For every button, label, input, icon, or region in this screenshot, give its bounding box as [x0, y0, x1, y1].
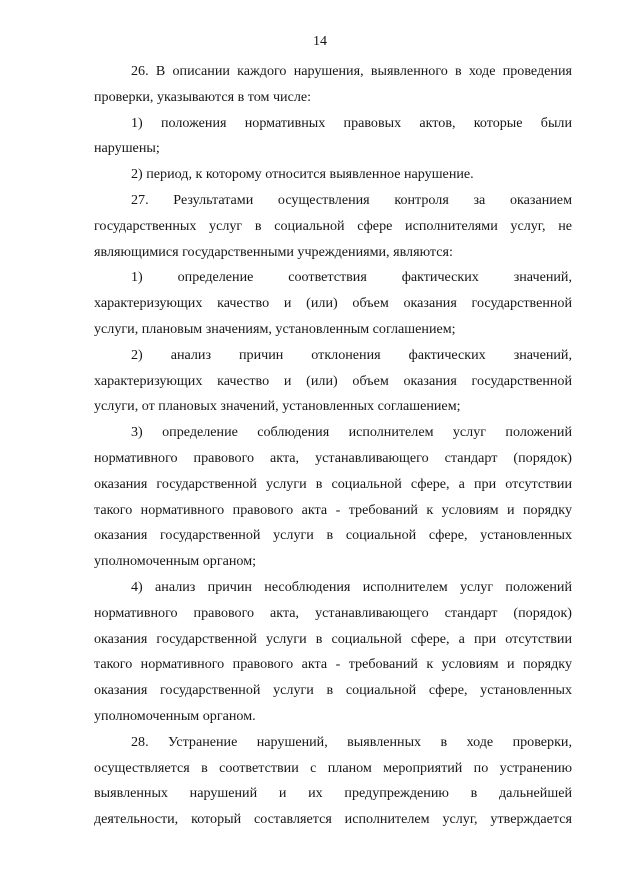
- paragraph-26-item-1: [94, 111, 572, 163]
- text-line: 2) период, к которому относится выявленное нарушение.: [131, 166, 474, 183]
- paragraph-26: [94, 59, 572, 111]
- text-line: 27. Результатами осуществления контроля за оказанием: [131, 191, 572, 208]
- text-line: оказания государственной услуги в социальной сфере, а при отсутствии: [94, 630, 572, 647]
- text-line: услуги, от плановых значений, установленных соглашением;: [94, 398, 461, 415]
- text-line: нормативного правового акта, устанавливающего стандарт (порядок): [94, 449, 572, 466]
- text-line: 26. В описании каждого нарушения, выявленного в ходе проведения: [131, 63, 572, 79]
- text-line: выявленных нарушений и их предупреждению в дальнейшей: [94, 785, 572, 802]
- text-line: 1) положения нормативных правовых актов, которые были: [131, 114, 572, 131]
- text-line: услуги, плановым значениям, установленным соглашением;: [94, 320, 456, 337]
- text-line: являющимися государственными учреждениями, являются:: [94, 243, 453, 260]
- text-line: нарушены;: [94, 140, 160, 157]
- text-line: деятельности, который составляется исполнителем услуг, утверждается: [94, 811, 572, 828]
- paragraph-26-item-2: [94, 162, 572, 188]
- text-line: оказания государственной услуги в социальной сфере, установленных: [94, 682, 572, 699]
- text-line: 2) анализ причин отклонения фактических значений,: [131, 346, 572, 363]
- text-line: оказания государственной услуги в социальной сфере, установленных: [94, 527, 572, 544]
- text-line: 3) определение соблюдения исполнителем услуг положений: [131, 424, 572, 441]
- paragraph-27-item-2: [94, 343, 572, 420]
- text-line: уполномоченным органом.: [94, 707, 256, 724]
- text-line: осуществляется в соответствии с планом мероприятий по устранению: [94, 759, 572, 776]
- text-line: нормативного правового акта, устанавливающего стандарт (порядок): [94, 604, 572, 621]
- paragraph-27-item-4: [94, 575, 572, 730]
- text-line: государственных услуг в социальной сфере исполнителями услуг, не: [94, 217, 572, 234]
- text-line: проверки, указываются в том числе:: [94, 88, 312, 105]
- text-line: такого нормативного правового акта - требований к условиям и порядку: [94, 656, 572, 673]
- document-body: [94, 59, 572, 833]
- paragraph-27: [94, 188, 572, 265]
- page-number: 14: [313, 34, 327, 49]
- paragraph-27-item-3: [94, 420, 572, 575]
- text-line: 4) анализ причин несоблюдения исполнителем услуг положений: [131, 578, 572, 595]
- text-line: 1) определение соответствия фактических значений,: [131, 269, 572, 286]
- text-line: характеризующих качество и (или) объем оказания государственной: [94, 372, 572, 389]
- paragraph-27-item-1: [94, 265, 572, 342]
- text-line: характеризующих качество и (или) объем оказания государственной: [94, 295, 572, 312]
- text-line: оказания государственной услуги в социальной сфере, а при отсутствии: [94, 475, 572, 492]
- text-line: такого нормативного правового акта - требований к условиям и порядку: [94, 501, 572, 518]
- paragraph-28: [94, 730, 572, 833]
- text-line: уполномоченным органом;: [94, 553, 257, 570]
- text-line: 28. Устранение нарушений, выявленных в ходе проверки,: [131, 733, 572, 750]
